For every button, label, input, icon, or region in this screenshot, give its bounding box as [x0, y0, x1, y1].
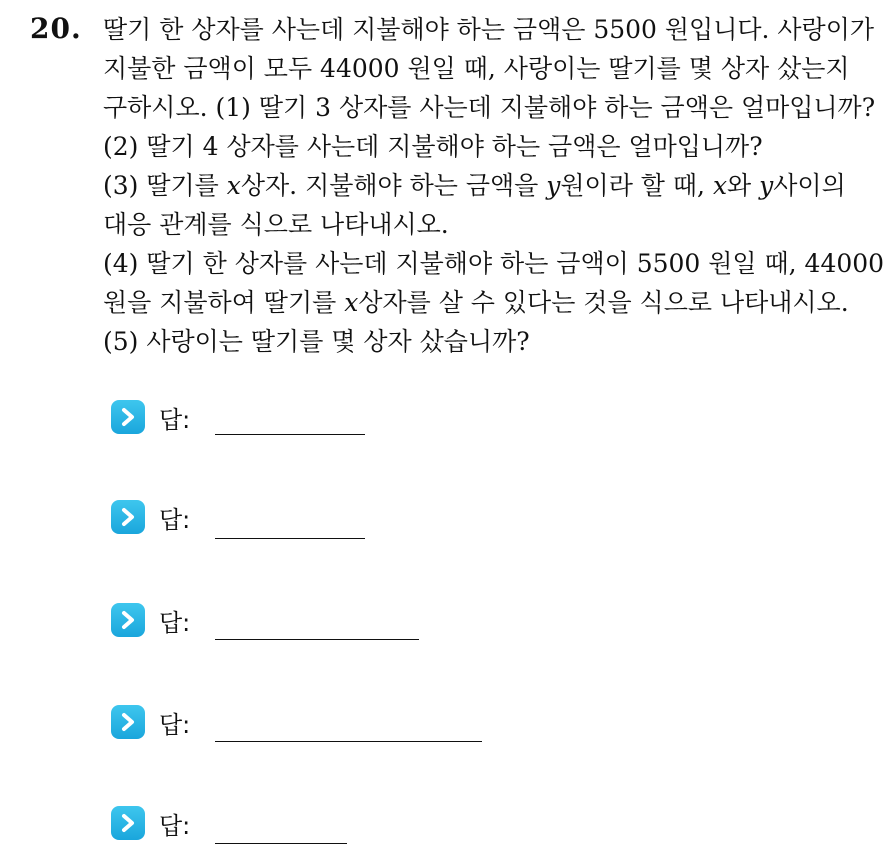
answer-blank-4[interactable]: [215, 741, 482, 742]
problem-text: 상자. 지불해야 하는 금액을: [240, 171, 547, 200]
problem-line: [103, 49, 873, 88]
answer-blank-2[interactable]: [215, 538, 365, 539]
chevron-right-icon: [111, 500, 145, 534]
answer-row-1: [111, 397, 190, 437]
answer-row-3: [111, 600, 190, 640]
answer-row-5: [111, 803, 190, 843]
problem-text: (4) 딸기 한 상자를 사는데 지불해야 하는 금액이 5500 원일 때, 44000: [103, 249, 884, 278]
problem-text: 지불한 금액이 모두 44000 원일 때, 사랑이는 딸기를 몇 상자 샀는지: [103, 54, 850, 83]
answer-blank-5[interactable]: [215, 843, 347, 844]
chevron-right-icon: [111, 705, 145, 739]
answer-row-4: [111, 702, 190, 742]
answer-row-2: [111, 497, 190, 537]
problem-line: [103, 88, 876, 127]
problem-line: [103, 283, 873, 322]
answer-blank-3[interactable]: [215, 639, 419, 640]
problem-line: [103, 127, 873, 166]
variable-x: x: [712, 171, 728, 200]
problem-text: 대응 관계를 식으로 나타내시오.: [103, 210, 449, 239]
chevron-right-icon: [111, 400, 145, 434]
problem-text: (2) 딸기 4 상자를 사는데 지불해야 하는 금액은 얼마입니까?: [103, 132, 763, 161]
problem-text: 원을 지불하여 딸기를: [103, 288, 345, 317]
problem-text: 원이라 할 때,: [560, 171, 713, 200]
answer-blank-1[interactable]: [215, 434, 365, 435]
variable-y: y: [759, 171, 774, 200]
problem-text: 딸기 한 상자를 사는데 지불해야 하는 금액은 5500 원입니다. 사랑이가: [103, 15, 874, 44]
problem-text: 와: [727, 171, 760, 200]
problem-text: (3) 딸기를: [103, 171, 227, 200]
problem-number: 20.: [30, 12, 82, 45]
problem-body: [103, 10, 884, 361]
answer-label: 답:: [159, 405, 191, 434]
problem-line: [103, 244, 884, 283]
variable-x: x: [344, 288, 359, 317]
problem-text: (5) 사랑이는 딸기를 몇 상자 샀습니까?: [103, 327, 530, 356]
problem-line: [103, 322, 873, 361]
variable-x: x: [226, 171, 241, 200]
variable-y: y: [546, 171, 561, 200]
problem-line: [103, 10, 873, 49]
answer-label: 답:: [159, 811, 191, 840]
problem-line: [103, 166, 873, 205]
chevron-right-icon: [111, 603, 145, 637]
problem-line: [103, 205, 873, 244]
chevron-right-icon: [111, 806, 145, 840]
answer-label: 답:: [159, 710, 191, 739]
answer-label: 답:: [159, 608, 191, 637]
answer-label: 답:: [159, 505, 191, 534]
problem-text: 구하시오. (1) 딸기 3 상자를 사는데 지불해야 하는 금액은 얼마입니까?: [103, 93, 876, 122]
problem-text: 상자를 살 수 있다는 것을 식으로 나타내시오.: [358, 288, 849, 317]
problem-text: 사이의: [773, 171, 846, 200]
